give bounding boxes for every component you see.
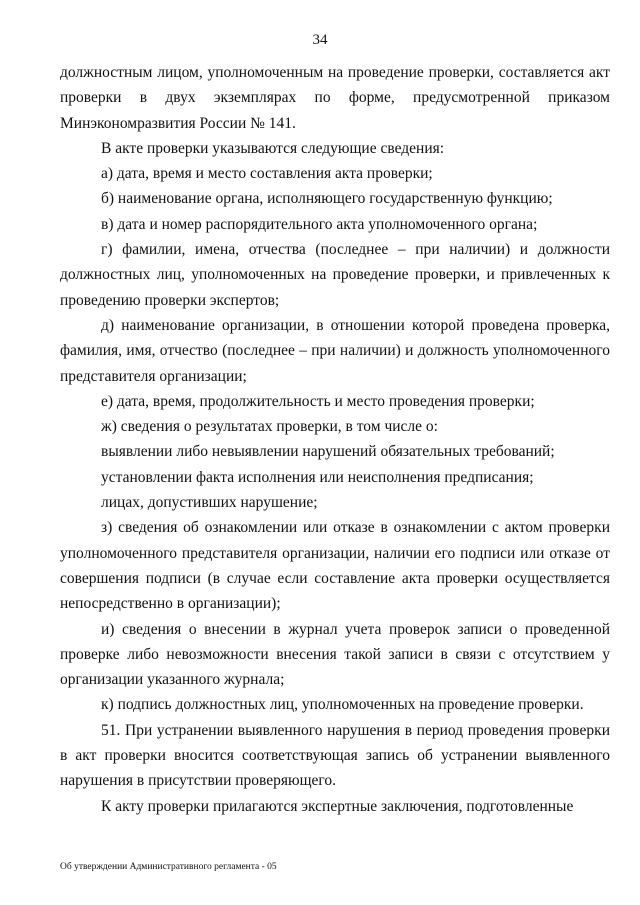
document-footer: Об утверждении Административного регламента - 05	[60, 862, 277, 872]
list-item-d: д) наименование организации, в отношении которой проведена проверка, фамилия, имя, отчество (последнее – при наличии) и должность уполномоченного представителя организации;	[60, 316, 610, 385]
paragraph-continuation: должностным лицом, уполномоченным на проведение проверки, составляется акт проверки в двух экземплярах по форме, предусмотренной приказом Минэкономразвития России № 141.	[60, 64, 610, 132]
paragraph-intro: В акте проверки указываются следующие сведения:	[101, 139, 445, 157]
sub-item-violations: выявлении либо невыявлении нарушений обязательных требований;	[101, 443, 555, 461]
list-item-b: б) наименование органа, исполняющего государственную функцию;	[101, 190, 553, 208]
list-item-a: а) дата, время и место составления акта проверки;	[101, 165, 433, 183]
paragraph-51: 51. При устранении выявленного нарушения в период проведения проверки в акт проверки вносится соответствующая запись об устранении выявленного нарушения в присутствии проверяющего.	[60, 721, 610, 790]
list-item-k: к) подпись должностных лиц, уполномоченных на проведение проверки.	[101, 696, 584, 714]
list-item-z: з) сведения об ознакомлении или отказе в ознакомлении с актом проверки уполномоченного представителя организации, наличии его подписи или отказе от совершения подписи (в случае если составление акта проверки осуществляется непосредственно в организации);	[60, 519, 610, 613]
page-number: 34	[312, 32, 328, 48]
paragraph-attachments: К акту проверки прилагаются экспертные заключения, подготовленные	[101, 797, 574, 815]
list-item-g: г) фамилии, имена, отчества (последнее – при наличии) и должности должностных лиц, уполномоченных на проведение проверки, и привлеченных к проведению проверки экспертов;	[60, 241, 610, 309]
sub-item-prescription: установлении факта исполнения или неисполнения предписания;	[101, 468, 534, 486]
list-item-v: в) дата и номер распорядительного акта уполномоченного органа;	[101, 215, 538, 233]
list-item-e: е) дата, время, продолжительность и место проведения проверки;	[101, 392, 535, 410]
list-item-zh: ж) сведения о результатах проверки, в том числе о:	[101, 418, 438, 436]
sub-item-persons: лицах, допустивших нарушение;	[101, 494, 318, 512]
document-body	[60, 60, 610, 819]
list-item-i: и) сведения о внесении в журнал учета проверок записи о проведенной проверке либо невозможности внесения такой записи в связи с отсутствием у организации указанного журнала;	[60, 620, 610, 689]
